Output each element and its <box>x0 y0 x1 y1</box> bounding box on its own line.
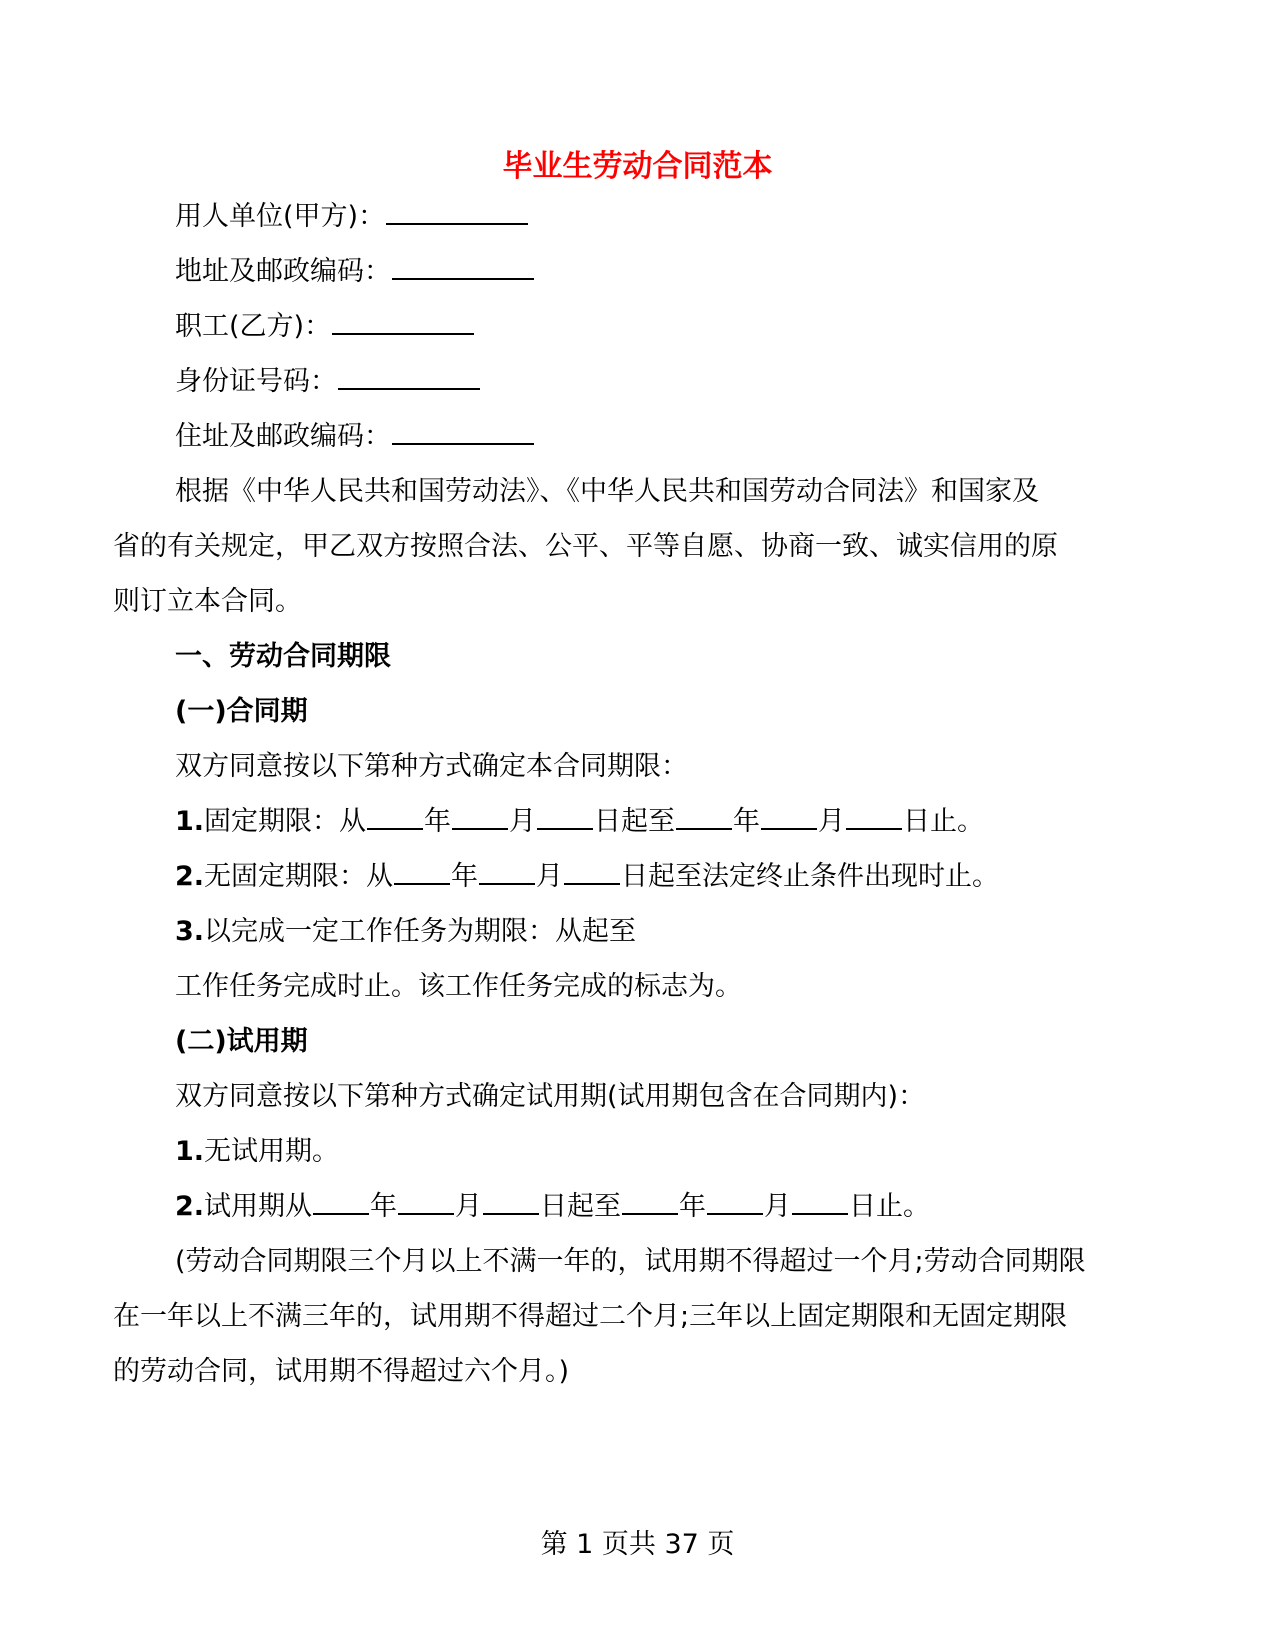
contract-term-intro: 双方同意按以下第种方式确定本合同期限： <box>175 751 688 782</box>
page-footer: 第 1 页共 37 页 <box>540 1529 735 1560</box>
probation-intro: 双方同意按以下第种方式确定试用期(试用期包含在合同期内)： <box>175 1081 926 1112</box>
fill-blank[interactable] <box>564 882 620 885</box>
subsection-heading: (二)试用期 <box>175 1026 308 1057</box>
fill-blank[interactable] <box>398 1212 454 1215</box>
fill-blank[interactable] <box>392 442 534 445</box>
fill-blank[interactable] <box>313 1212 369 1215</box>
fill-blank[interactable] <box>367 827 423 830</box>
field-label: 住址及邮政编码： <box>175 421 391 452</box>
option-text: 无固定期限：从 <box>204 861 394 892</box>
fill-blank[interactable] <box>792 1212 848 1215</box>
field-label: 身份证号码： <box>175 366 337 397</box>
probation-note-line: (劳动合同期限三个月以上不满一年的，试用期不得超过一个月;劳动合同期限 <box>175 1246 1086 1277</box>
subsection-heading: (一)合同期 <box>175 696 308 727</box>
fill-blank[interactable] <box>338 387 480 390</box>
fill-blank[interactable] <box>537 827 593 830</box>
term-option-fixed <box>175 802 984 842</box>
date-word: 日起至 <box>594 806 676 837</box>
fill-blank[interactable] <box>452 827 508 830</box>
option-text: 无试用期。 <box>204 1136 340 1167</box>
document-title: 毕业生劳动合同范本 <box>502 149 773 184</box>
probation-option-period <box>175 1187 930 1227</box>
fill-blank[interactable] <box>386 222 528 225</box>
term-option-task <box>175 912 636 952</box>
option-number: 1. <box>175 1136 205 1167</box>
field-employee-address <box>175 417 535 457</box>
fill-blank[interactable] <box>483 1212 539 1215</box>
option-number: 1. <box>175 806 205 837</box>
fill-blank[interactable] <box>332 332 474 335</box>
field-label: 用人单位(甲方)： <box>175 201 386 232</box>
field-employer <box>175 197 529 237</box>
date-word: 年 <box>451 861 479 892</box>
fill-blank[interactable] <box>676 827 732 830</box>
preamble-line: 省的有关规定，甲乙双方按照合法、公平、平等自愿、协商一致、诚实信用的原 <box>113 531 1058 562</box>
field-employee <box>175 307 475 347</box>
probation-note-line: 在一年以上不满三年的，试用期不得超过二个月;三年以上固定期限和无固定期限 <box>113 1301 1068 1332</box>
field-employer-address <box>175 252 535 292</box>
date-word: 月 <box>455 1191 483 1222</box>
date-word: 年 <box>424 806 452 837</box>
probation-note-line: 的劳动合同，试用期不得超过六个月。) <box>113 1356 570 1387</box>
field-label: 地址及邮政编码： <box>175 256 391 287</box>
fill-blank[interactable] <box>707 1212 763 1215</box>
option-number: 2. <box>175 861 205 892</box>
date-word: 月 <box>764 1191 792 1222</box>
date-word: 月 <box>536 861 564 892</box>
date-word: 年 <box>370 1191 398 1222</box>
date-word: 年 <box>679 1191 707 1222</box>
date-word: 日起至 <box>540 1191 622 1222</box>
field-label: 职工(乙方)： <box>175 311 332 342</box>
option-text: 日起至法定终止条件出现时止。 <box>621 861 1000 892</box>
option-number: 3. <box>175 916 205 947</box>
probation-option-none <box>175 1132 339 1172</box>
option-number: 2. <box>175 1191 205 1222</box>
date-word: 月 <box>818 806 846 837</box>
fill-blank[interactable] <box>622 1212 678 1215</box>
fill-blank[interactable] <box>846 827 902 830</box>
fill-blank[interactable] <box>392 277 534 280</box>
field-id-number <box>175 362 481 402</box>
fill-blank[interactable] <box>479 882 535 885</box>
option-text: 固定期限：从 <box>204 806 367 837</box>
fill-blank[interactable] <box>761 827 817 830</box>
date-word: 年 <box>733 806 761 837</box>
date-word: 日止。 <box>849 1191 931 1222</box>
date-word: 日止。 <box>903 806 985 837</box>
term-option-task-cont: 工作任务完成时止。该工作任务完成的标志为。 <box>175 971 742 1002</box>
preamble-line: 根据《中华人民共和国劳动法》、《中华人民共和国劳动合同法》和国家及 <box>175 476 1039 507</box>
section-heading: 一、劳动合同期限 <box>175 641 391 672</box>
date-word: 月 <box>509 806 537 837</box>
option-text: 试用期从 <box>204 1191 313 1222</box>
option-text: 以完成一定工作任务为期限：从起至 <box>204 916 637 947</box>
term-option-open <box>175 857 999 897</box>
fill-blank[interactable] <box>394 882 450 885</box>
preamble-line: 则订立本合同。 <box>113 586 302 617</box>
